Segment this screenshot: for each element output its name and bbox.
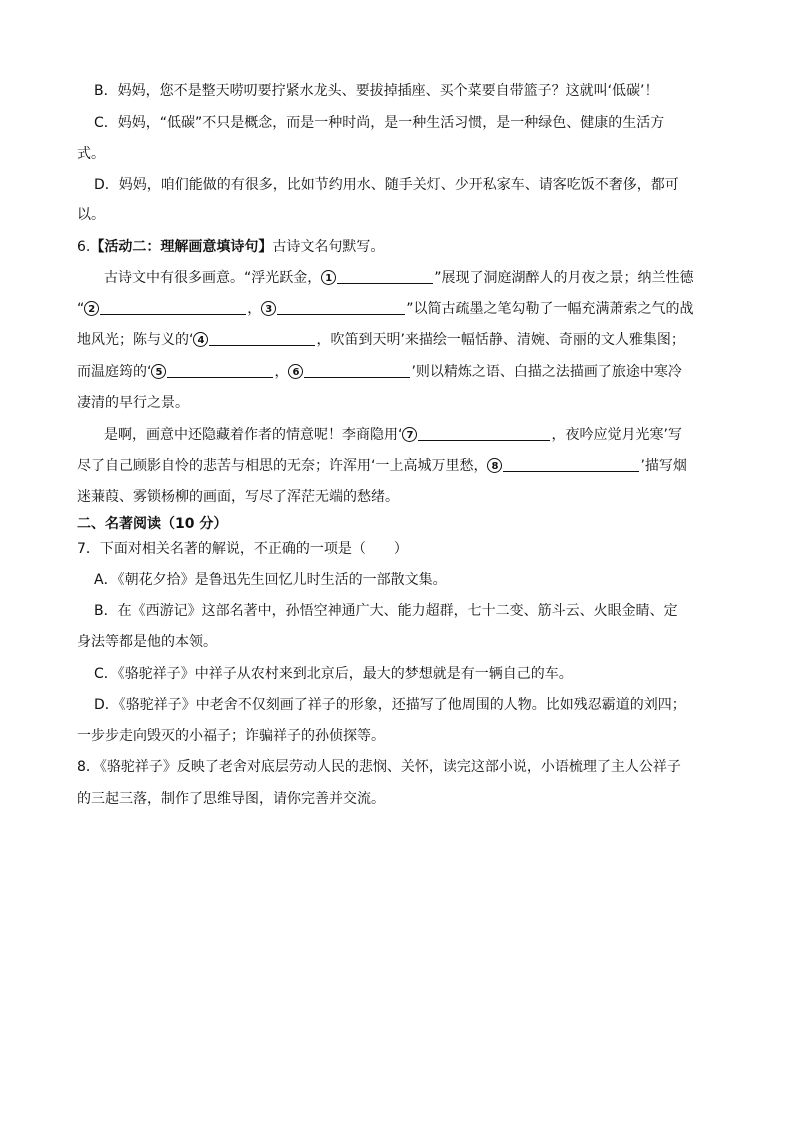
q6-p1-line5: 凄清的早行之景。 — [77, 395, 189, 411]
section-title: 二、名著阅读（10 分） — [77, 516, 228, 532]
q6-number: 6. — [77, 239, 91, 255]
q6-p1-line3 — [77, 330, 727, 350]
q7-option-b-line1: B．在《西游记》这部名著中，孙悟空神通广大、能力超群，七十二变、筋斗云、火眼金睛、定 — [94, 603, 678, 619]
q5-option-d-line1: D．妈妈，咱们能做的有很多，比如节约用水、随手关灯、少开私家车、请客吃饭不奢侈，都可 — [94, 177, 679, 193]
q7-option-c: C．《骆驼祥子》中祥子从农村来到北京后，最大的梦想就是有一辆自己的车。 — [94, 666, 573, 682]
q6-activity-title: 【活动二：理解画意填诗句】 — [90, 239, 273, 255]
blank-marker-8: 8 — [487, 458, 502, 473]
q7-option-b-line2: 身法等都是他的本领。 — [77, 634, 217, 650]
blank-marker-4: 4 — [193, 332, 208, 347]
answer-blank-3[interactable] — [277, 300, 405, 315]
q6-p1-line2 — [77, 299, 727, 319]
q6-p2-line3: 迷蒹葭、雾锁杨柳的画面，写尽了浑茫无端的愁绪。 — [77, 489, 399, 505]
text-span: ’则以精炼之语、白描之法描画了旅途中寒冷 — [411, 364, 682, 380]
blank-marker-6: 6 — [288, 364, 303, 379]
text-span: 古诗文中有很多画意。“浮光跃金， — [104, 270, 322, 286]
text-span: 是啊，画意中还隐藏着作者的情意呢！李商隐用‘ — [104, 427, 403, 443]
q5-option-b: B．妈妈，您不是整天唠叨要拧紧水龙头、要拔掉插座、买个菜要自带篮子？这就叫‘低碳’！ — [94, 83, 659, 99]
q7-option-a: A．《朝花夕拾》是鲁迅先生回忆儿时生活的一部散文集。 — [94, 572, 447, 588]
q7-option-d-line2: 一步步走向毁灭的小福子；诈骗祥子的孙侦探等。 — [77, 728, 385, 744]
answer-blank-7[interactable] — [418, 426, 550, 441]
q8-line1: 8．《骆驼祥子》反映了老舍对底层劳动人民的悲悯、关怀，读完这部小说，小语梳理了主人公祥子 — [77, 759, 681, 775]
text-span: ， — [247, 301, 262, 317]
q8-line2: 的三起三落，制作了思维导图，请你完善并交流。 — [77, 791, 385, 807]
text-span: 地风光；陈与义的‘ — [77, 332, 194, 348]
q7-stem: 7．下面对相关名著的解说，不正确的一项是（ ） — [77, 541, 408, 557]
answer-blank-5[interactable] — [167, 363, 273, 378]
text-span: ，吹笛到天明’来描绘一幅恬静、清婉、奇丽的文人雅集图； — [316, 332, 685, 348]
text-span: ”以简古疏墨之笔勾勒了一幅充满萧索之气的战 — [406, 301, 694, 317]
answer-blank-2[interactable] — [100, 300, 246, 315]
q5-option-c-line2: 式。 — [77, 146, 105, 162]
answer-blank-1[interactable] — [337, 269, 433, 284]
blank-marker-7: 7 — [402, 427, 417, 442]
q6-p2-line1 — [104, 425, 727, 445]
answer-blank-8[interactable] — [503, 457, 639, 472]
text-span: 尽了自己顾影自怜的悲苦与相思的无奈；许浑用‘一上高城万里愁， — [77, 458, 488, 474]
text-span: ”展现了洞庭湖醉人的月夜之景；纳兰性德 — [434, 270, 694, 286]
text-span: ’描写烟 — [640, 458, 687, 474]
q6-instruction: 古诗文名句默写。 — [272, 239, 385, 255]
answer-blank-6[interactable] — [304, 363, 410, 378]
blank-marker-2: 2 — [84, 301, 99, 316]
q7-option-d-line1: D．《骆驼祥子》中老舍不仅刻画了祥子的形象，还描写了他周围的人物。比如残忍霸道的刘四； — [94, 697, 686, 713]
text-span: 而温庭筠的‘ — [77, 364, 152, 380]
text-span: “ — [77, 301, 85, 317]
blank-marker-1: 1 — [321, 270, 336, 285]
q6-p1-line1 — [104, 268, 727, 288]
q6-heading — [77, 237, 727, 257]
q5-option-c-line1: C．妈妈，“低碳”不只是概念，而是一种时尚，是一种生活习惯，是一种绿色、健康的生活方 — [94, 115, 665, 131]
answer-blank-4[interactable] — [209, 331, 315, 346]
blank-marker-3: 3 — [261, 301, 276, 316]
blank-marker-5: 5 — [151, 364, 166, 379]
q6-p2-line2 — [77, 456, 727, 476]
q6-p1-line4 — [77, 362, 727, 382]
text-span: ， — [274, 364, 289, 380]
q5-option-d-line2: 以。 — [77, 207, 105, 223]
text-span: ，夜吟应觉月光寒’写 — [551, 427, 682, 443]
